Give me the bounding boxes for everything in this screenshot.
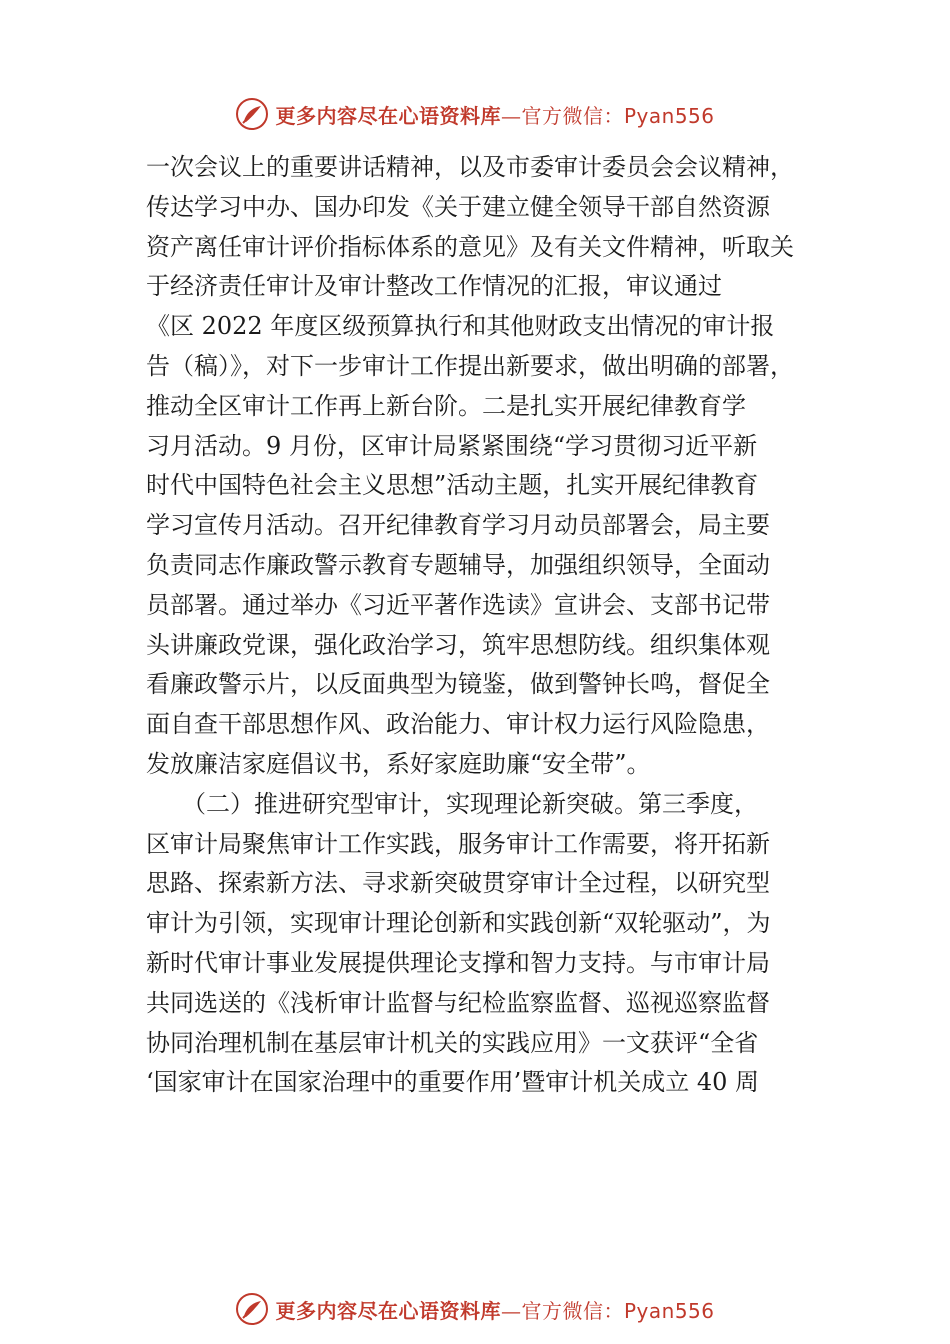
- body-line: 看廉政警示片，以反面典型为镜鉴，做到警钟长鸣，督促全: [146, 670, 770, 699]
- body-line: 时代中国特色社会主义思想”活动主题，扎实开展纪律教育: [146, 471, 759, 500]
- body-line: 学习宣传月活动。召开纪律教育学习月动员部署会，局主要: [146, 511, 770, 540]
- body-line: ‘国家审计在国家治理中的重要作用’暨审计机关成立 40 周: [146, 1068, 760, 1097]
- body-line: 习月活动。9 月份，区审计局紧紧围绕“学习贯彻习近平新: [146, 431, 758, 460]
- logo-icon: [235, 1292, 269, 1326]
- body-line: 负责同志作廉政警示教育专题辅导，加强组织领导，全面动: [146, 550, 770, 579]
- body-line: 告（稿）》，对下一步审计工作提出新要求，做出明确的部署，: [146, 351, 794, 380]
- body-line: 传达学习中办、国办印发《关于建立健全领导干部自然资源: [146, 192, 770, 221]
- body-line: 审计为引领，实现审计理论创新和实践创新“双轮驱动”，为: [146, 909, 771, 938]
- document-body: [146, 148, 836, 1103]
- body-line: 资产离任审计评价指标体系的意见》及有关文件精神，听取关: [146, 232, 794, 261]
- banner-text: [275, 1295, 714, 1324]
- banner-lead: 更多内容尽在心语资料库: [275, 103, 501, 128]
- banner-lead: 更多内容尽在心语资料库: [275, 1298, 501, 1323]
- body-line: 新时代审计事业发展提供理论支撑和智力支持。与市审计局: [146, 948, 770, 977]
- footer-banner: [0, 1289, 950, 1329]
- body-line: 思路、探索新方法、寻求新突破贯穿审计全过程，以研究型: [146, 869, 770, 898]
- body-line: 共同选送的《浅析审计监督与纪检监察监督、巡视巡察监督: [146, 988, 770, 1017]
- body-line: 于经济责任审计及审计整改工作情况的汇报，审议通过: [146, 272, 722, 301]
- body-line: （二）推进研究型审计，实现理论新突破。第三季度，: [146, 789, 758, 818]
- banner-label: 官方微信：: [521, 103, 624, 128]
- body-line: 面自查干部思想作风、政治能力、审计权力运行风险隐患，: [146, 710, 770, 739]
- banner-account: Pyan556: [623, 103, 715, 128]
- body-line: 一次会议上的重要讲话精神，以及市委审计委员会会议精神，: [146, 153, 794, 181]
- banner-account: Pyan556: [623, 1298, 715, 1323]
- body-line: 发放廉洁家庭倡议书，系好家庭助廉“安全带”。: [146, 749, 651, 778]
- body-line: 头讲廉政党课，强化政治学习，筑牢思想防线。组织集体观: [146, 630, 770, 659]
- body-line: 推动全区审计工作再上新台阶。二是扎实开展纪律教育学: [146, 391, 746, 420]
- logo-icon: [235, 97, 269, 131]
- header-banner: [0, 94, 950, 134]
- body-line: 协同治理机制在基层审计机关的实践应用》一文获评“全省: [146, 1028, 759, 1057]
- banner-dash: —: [500, 1298, 522, 1323]
- banner-dash: —: [500, 103, 522, 128]
- banner-text: [275, 100, 714, 129]
- body-line: 《区 2022 年度区级预算执行和其他财政支出情况的审计报: [146, 312, 775, 341]
- banner-label: 官方微信：: [521, 1298, 624, 1323]
- body-line: 区审计局聚焦审计工作实践，服务审计工作需要，将开拓新: [146, 829, 770, 858]
- body-line: 员部署。通过举办《习近平著作选读》宣讲会、支部书记带: [146, 590, 770, 619]
